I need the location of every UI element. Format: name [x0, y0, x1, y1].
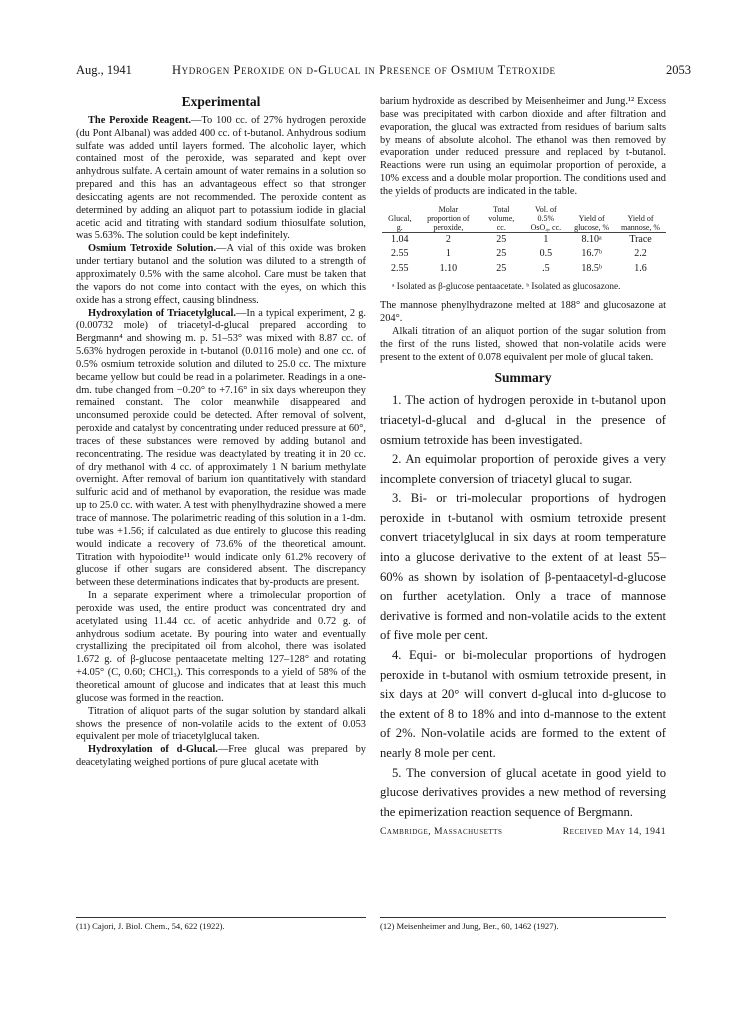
run-in-heading: Hydroxylation of d-Glucal.: [88, 744, 218, 756]
table-row: [382, 262, 666, 277]
table-cell: 2: [445, 233, 451, 245]
run-in-heading: The Peroxide Reagent.: [88, 114, 192, 126]
table-footnote: ᵃ Isolated as β-glucose pentaacetate. ᵇ Isolated as glucosazone.: [392, 281, 621, 292]
paragraph-hydroxylation-triacetylglucal: [76, 308, 366, 591]
paragraph-titration: Titration of aliquot parts of the sugar solution by standard alkali shows the presence of non-volatile acids to the extent of 0.053 equivalent per mole of triacetylglucal taken.: [76, 705, 366, 743]
footnote-rule: [380, 917, 666, 918]
table-cell: Trace: [629, 233, 652, 245]
section-title-summary: Summary: [494, 370, 552, 386]
paragraph-body: —A vial of this oxide was broken under tertiary butanol and the solution was diluted to a strength of approximately 0.5% with the same alcohol. Care must be taken that the vapors do not come into contact with the eyes, on which this oxide has a strong effect, causing blindness.: [76, 243, 366, 306]
footnote-11: (11) Cajori, J. Biol. Chem., 54, 622 (1922).: [76, 921, 225, 931]
table-row: [382, 247, 666, 262]
run-in-heading: Osmium Tetroxide Solution.: [88, 243, 217, 255]
yield-table: [382, 205, 666, 277]
page-number: 2053: [666, 63, 691, 77]
table-cell: 1: [445, 248, 451, 260]
table-cell: .5: [542, 262, 550, 274]
table-header-cell: Total volume, cc.: [479, 205, 523, 233]
table-cell: 16.7ᵇ: [581, 248, 602, 260]
summary-list: [380, 391, 666, 822]
table-cell: 25: [496, 262, 507, 274]
table-header-cell: Yield of mannose, %: [615, 205, 666, 233]
footnote-right: [380, 917, 666, 932]
table-cell: 0.5: [539, 248, 553, 260]
paragraph-body: —Free glucal was prepared by deacetylating weighed portions of pure glucal acetate with: [76, 744, 366, 769]
footnote-rule: [76, 917, 366, 918]
received-date: Received May 14, 1941: [562, 826, 666, 838]
paragraph-body: —To 100 cc. of 27% hydrogen peroxide (du Pont Albanal) was added 400 cc. of t-butanol. Anhydrous sodium sulfate was added until layers formed. The alcoholic layer, which contained most of the peroxide, was separated and kept over anhydrous sulfate. A certain amount of water remains in a solution so prepared and this has an advantageous effect so that stronger desiccating agents are not recommended. The peroxide content as determined by adding an aliquot part to potassium iodide in glacial acetic acid and titrating with standard sodium thiosulfate solution, was 5.63%. The solution could be kept indefinitely.: [76, 114, 366, 242]
table-cell: 25: [496, 233, 507, 245]
summary-item: 1. The action of hydrogen peroxide in t-butanol upon triacetyl-d-glucal and d-glucal in the presence of osmium tetroxide has been investigated.: [380, 393, 666, 447]
summary-item: 4. Equi- or bi-molecular proportions of hydrogen peroxide in t-butanol with osmium tetroxide present, in six days at 20° will convert d-glucal into d-glucose to the extent of 8 to 18% and into d-mannose to the extent of 2%. Non-volatile acids are formed to the extent of nearly 8 mole per cent.: [380, 648, 666, 760]
table-header-cell: Molar proportion of peroxide,: [418, 205, 480, 233]
table-cell: 1.6: [634, 262, 647, 274]
table-header-cell: Glucal, g.: [382, 205, 418, 233]
paragraph-phenylhydrazone: The mannose phenylhydrazone melted at 188° and glucosazone at 204°.: [380, 300, 666, 325]
section-title-experimental: Experimental: [181, 94, 261, 109]
paragraph-body: —In a typical experiment, 2 g. (0.00732 mole) of triacetyl-d-glucal prepared according to Bergmann⁴ and showing m. p. 51–53° was mixed with 8.87 cc. of 5.63% hydrogen peroxide in t-butanol (0.0116 mole) and one cc. of 0.5% osmium tetroxide solution and diluted to 25.0 cc. The mixture became yellow but could be read in a polarimeter. Readings in a one-dm. tube changed from −0.20° to +7.16° in six days whereupon they remained constant. The color meanwhile disappeared and unconsumed peroxide could be detected. After removal of solvent, peroxide and catalyst by concentrating under reduced pressure at 60°, traces of these substances were removed by adding butanol and reconcentrating. The residue was deactylated by treating it in 20 cc. of dry methanol with 4 cc. of approximately 1 N barium methylate overnight. After removal of barium ion quantitatively with standard sulfuric acid and of methanol by evaporation, the residue was made up to 25.0 cc. with water. A test with phenylhydrazine showed a mere trace of mannose. The polarimetric reading of this solution in a 1-dm. tube was +1.56; if calculated as due entirely to glucose this reading would indicate a recovery of 73.6% of the theoretical amount. Titration with hypoiodite¹¹ would indicate only 61.2% recovery of glucose if other sugars are considered absent. The discrepancy between these determinations indicates that by-products are present.: [76, 307, 367, 589]
paragraph-hydroxylation-glucal: [76, 744, 366, 770]
left-column: [76, 96, 366, 770]
paragraph-continuation: barium hydroxide as described by Meisenheimer and Jung.¹² Excess base was precipitated with carbon dioxide and after filtration and evaporation, the glucal was extracted from residues of barium salts by means of absolute alcohol. The ethanol was then removed by evaporation under reduced pressure and replaced by t-butanol. Reactions were run using an equimolar proportion of peroxide, a 10% excess and a double molar proportion. The conditions used and the yields of products are indicated in the table.: [380, 96, 666, 197]
table-cell: 25: [496, 248, 507, 260]
summary-item: 5. The conversion of glucal acetate in good yield to glucose derivatives provides a new method of reversing the epimerization reaction sequence of Bergmann.: [380, 765, 666, 819]
footnote-left: [76, 917, 366, 932]
paragraph-trimolecular: In a separate experiment where a trimolecular proportion of peroxide was used, the entire product was concentrated dry and acetylated using 11.44 cc. of acetic anhydride and 0.72 g. of anhydrous sodium acetate. By pouring into water and eventually crystallizing the precipitated oil from alcohol, there was isolated 1.672 g. of β-glucose pentaacetate melting 127–128° and rotating +4.05° (C, 0.60; CHCl₃). This corresponds to a yield of 58% of the theoretical amount of glucose and indicates that at least this much glucose was formed in the reaction.: [76, 590, 366, 704]
table-cell: 8.10ᵃ: [581, 233, 602, 245]
location: Cambridge, Massachusetts: [380, 826, 503, 838]
table-cell: 2.55: [391, 248, 409, 260]
table-cell: 2.55: [391, 262, 409, 274]
paragraph-osmium-solution: [76, 243, 366, 307]
running-title: Hydrogen Peroxide on d-Glucal in Presence of Osmium Tetroxide: [172, 63, 556, 77]
table-cell: 2.2: [634, 248, 647, 260]
table-cell: 1.04: [391, 233, 409, 245]
table-header-cell: Yield of glucose, %: [568, 205, 615, 233]
table-header-row: [382, 205, 666, 233]
summary-item: 3. Bi- or tri-molecular proportions of hydrogen peroxide in t-butanol with osmium tetroxide present convert triacetylglucal in six days at room temperature into a glucose derivative to the extent of at least 55–60% as shown by isolation of β-pentaacetyl-d-glucose on further acetylation. Only a trace of mannose derivative is formed and non-volatile acids to the extent of five mole per cent.: [380, 491, 666, 643]
right-column: [380, 96, 666, 839]
header-date: Aug., 1941: [76, 63, 132, 77]
paragraph-alkali-titration: Alkali titration of an aliquot portion of the sugar solution from the first of the runs listed, showed that non-volatile acids were present to the extent of 0.078 equivalent per mole of glucal taken.: [380, 325, 666, 363]
table-cell: 1: [543, 233, 549, 245]
table-row: [382, 232, 666, 247]
table-cell: 18.5ᵇ: [581, 262, 602, 274]
summary-item: 2. An equimolar proportion of peroxide gives a very incomplete conversion of triacetyl glucal to sugar.: [380, 452, 666, 486]
run-in-heading: Hydroxylation of Triacetylglucal.: [88, 307, 237, 319]
paragraph-peroxide-reagent: [76, 115, 366, 243]
table-cell: 1.10: [439, 262, 458, 274]
table-header-cell: Vol. of 0.5% OsO₄, cc.: [524, 205, 569, 233]
signature-line: [380, 826, 666, 839]
footnote-12: (12) Meisenheimer and Jung, Ber., 60, 1462 (1927).: [380, 921, 559, 931]
